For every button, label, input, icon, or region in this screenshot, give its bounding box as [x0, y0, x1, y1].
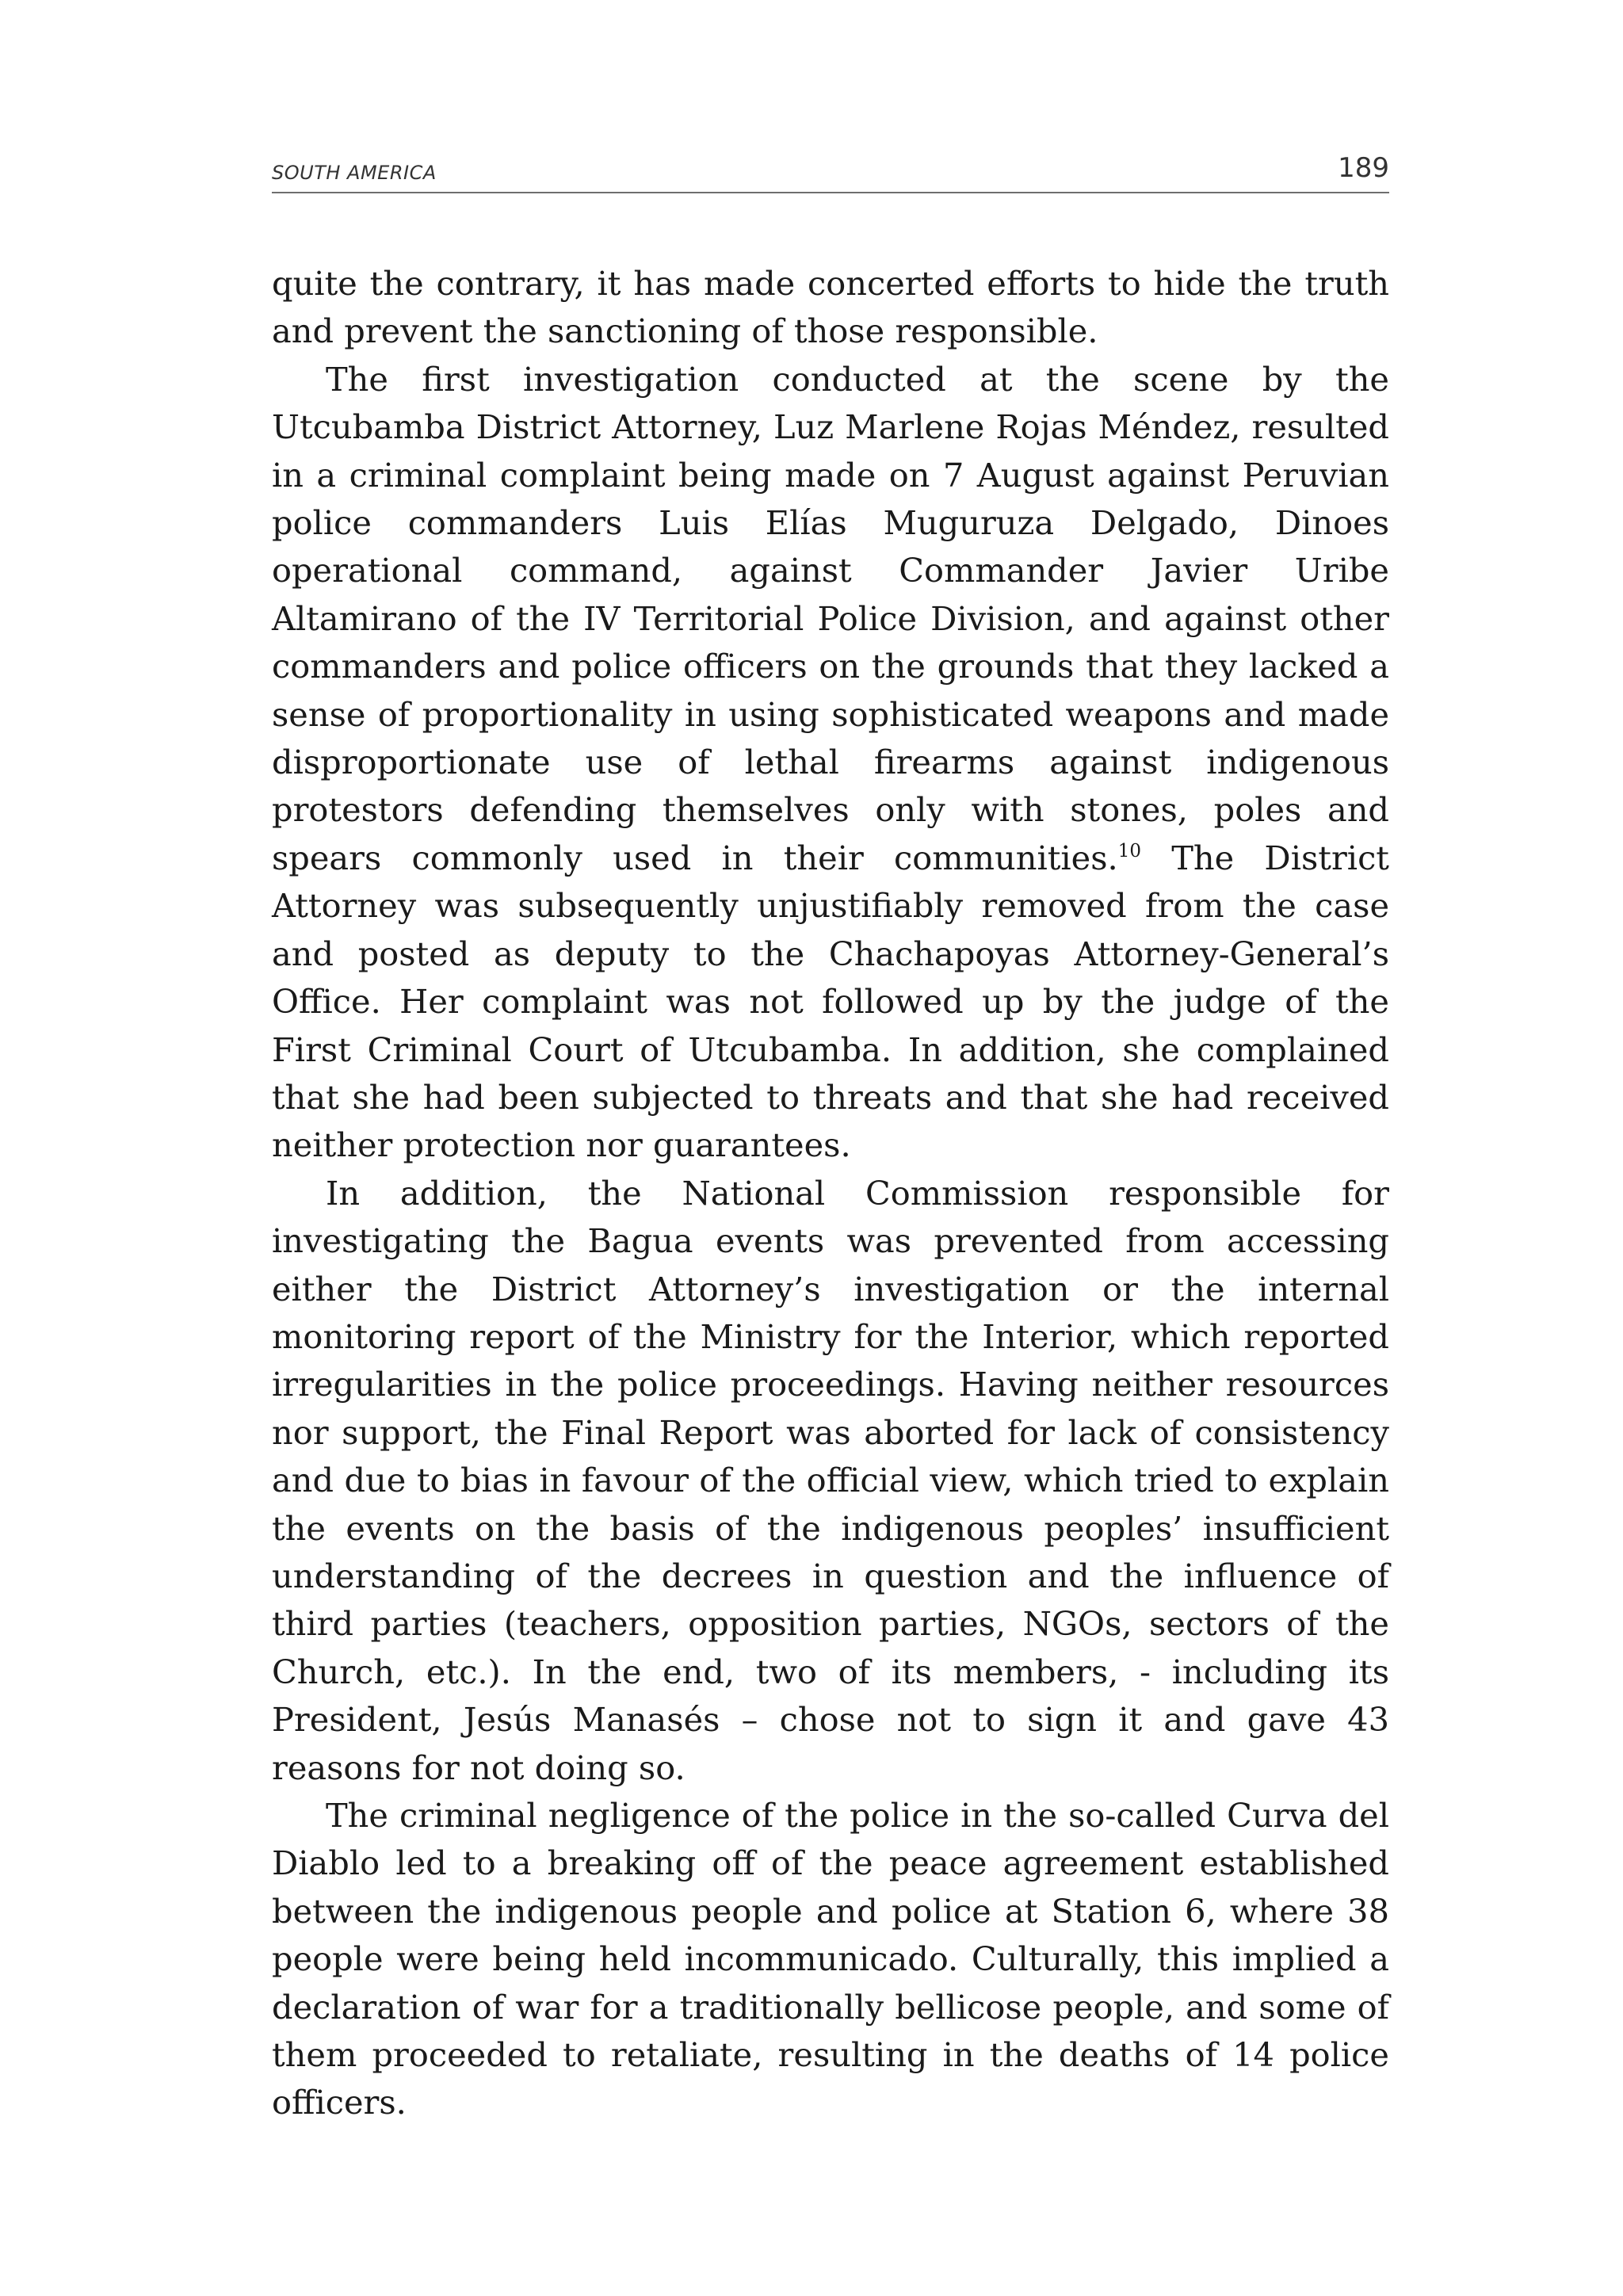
paragraph-4: The criminal negligence of the police in the so-called Curva del Diablo led to a breaking off of the peace agreement established between the indigenous people and police at Station 6, where 38 people were being held incommunicado. Culturally, this implied a declaration of war for a traditionally bellicose people, and some of them proceeded to retaliate, resulting in the deaths of 14 police officers. — [272, 1796, 1389, 2122]
footnote-reference-10[interactable]: 10 — [1117, 840, 1141, 861]
running-header — [272, 151, 1389, 193]
paragraph-2-text-b: The District Attorney was subsequently unjustifiably removed from the case and posted as deputy to the Chachapoyas Attorney-General’s Office. Her complaint was not followed up by the judge of the First Criminal Court of Utcubamba. In addition, she complained that she had been subjected to threats and that she had received neither protection nor guarantees. — [272, 838, 1389, 1165]
paragraph-3: In addition, the National Commission responsible for investigating the Bagua events was prevented from accessing either the District Attorney’s investigation or the internal monitoring report of the Ministry for the Interior, which reported irregularities in the police proceedings. Having neither resources nor support, the Final Report was aborted for lack of consistency and due to bias in favour of the official view, which tried to explain the events on the basis of the indigenous peoples’ insufficient understanding of the decrees in question and the influence of third parties (teachers, opposition parties, NGOs, sectors of the Church, etc.). In the end, two of its members, - including its President, Jesús Manasés – chose not to sign it and gave 43 reasons for not doing so. — [272, 1173, 1389, 1787]
body-text — [272, 260, 1389, 2127]
page-number: 189 — [1338, 152, 1389, 184]
paragraph-2 — [272, 356, 1389, 1170]
paragraph-2-text-a: The first investigation conducted at the scene by the Utcubamba District Attorney, Luz Marlene Rojas Méndez, resulted in a criminal complaint being made on 7 August against Peruvian police commanders Luis Elías Muguruza Delgado, Dinoes operational command, against Commander Javier Uribe Altamirano of the IV Territorial Police Division, and against other commanders and police officers on the grounds that they lacked a sense of proportionality in using sophisticated weapons and made disproportionate use of lethal firearms against indigenous protestors defending themselves only with stones, poles and spears commonly used in their communities. — [272, 359, 1389, 877]
paragraph-1: quite the contrary, it has made concerted efforts to hide the truth and prevent the sanctioning of those responsible. — [272, 264, 1389, 351]
running-title: SOUTH AMERICA — [272, 162, 437, 184]
